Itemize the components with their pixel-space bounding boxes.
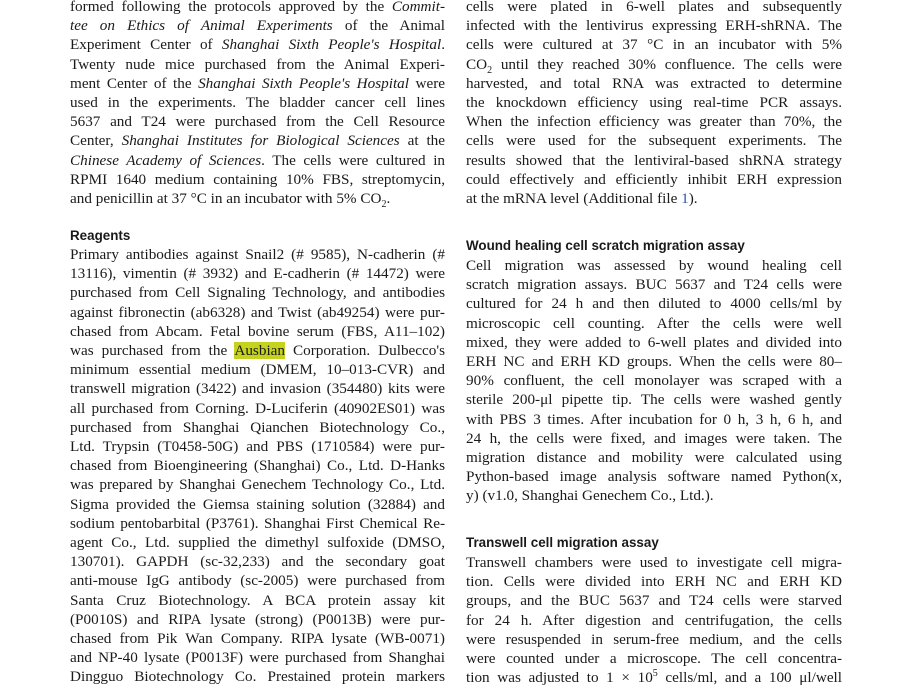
text-line: could effectively and efficiently inhibit ERH expression [466, 170, 842, 188]
text-line: When the infection efficiency was greater than 70%, the [466, 113, 842, 131]
text-line: y) (v1.0, Shanghai Genechem Co., Ltd.). [466, 487, 714, 505]
text-line: Sigma provided the Giemsa staining solution (32884) and [70, 495, 445, 513]
text-line: transwell migration (3422) and invasion (354480) kits were [70, 380, 445, 398]
wound-healing-heading: Wound healing cell scratch migration assay [466, 238, 745, 253]
text-line: chased from Abcam. Fetal bovine serum (FBS, A11–102) [70, 322, 445, 340]
text-line: scratch migration assays. BUC 5637 and T24 cells were [466, 276, 842, 294]
text-line: microscopic cell counting. After the cells were well [466, 314, 842, 332]
text-line: Primary antibodies against Snail2 (# 9585), N-cadherin (# [70, 246, 445, 263]
text-line: was prepared by Shanghai Genechem Technology Co., Ltd. [70, 476, 445, 494]
text-line: $CO_2$ until they reached 30% confluence. The cells were [466, 55, 842, 76]
text-line: purchased from Shanghai Qianchen Biotechnology Co., [70, 418, 445, 436]
text-line: 90% confluent, the cell monolayer was scraped with a [466, 372, 842, 390]
text-line: purchased from Cell Signaling Technology, and antibodies [70, 284, 445, 302]
text-line: were counted under a microscope. The cell concentra- [466, 650, 842, 668]
text-line: formed following the protocols approved by the Commit- [70, 0, 445, 15]
text-line: ment Center of the Shanghai Sixth People's Hospital were [70, 74, 445, 92]
text-line: used in the experiments. The bladder cancer cell lines [70, 94, 445, 112]
text-line: migration distance and mobility were calculated using [466, 449, 842, 467]
reagents-heading: Reagents [70, 228, 131, 243]
text-line: Cell migration was assessed by wound healing cell [466, 257, 842, 274]
text-line: Ltd. Trypsin (T0458-50G) and PBS (1710584) were pur- [70, 438, 445, 456]
knockdown-paragraph [466, 0, 842, 208]
text-line: cultured for 24 h and then diluted to 4000 cells/ml by [466, 295, 842, 313]
text-line: 13116), vimentin (# 3932) and E-cadherin (# 14472) were [70, 265, 445, 283]
highlighted-word: Ausbian [234, 342, 285, 360]
text-line: cells were plated in 6-well plates and subsequently [466, 0, 842, 15]
text-line: ERH NC and ERH KD groups. When the cells were 80– [466, 353, 842, 371]
text-line: agent Co., Ltd. supplied the dimethyl sulfoxide (DMSO, [70, 534, 445, 552]
text-line: cells were cultured at 37 °C in an incubator with 5% [466, 36, 842, 54]
text-line: Dingguo Biotechnology Co. Prestained protein markers [70, 668, 445, 686]
text-line: (P0010S) and RIPA lysate (strong) (P0013B) were pur- [70, 610, 445, 628]
text-line: results showed that the lentiviral-based shRNA strategy [466, 151, 842, 169]
text-line: groups, and the BUC 5637 and T24 cells were starved [466, 592, 842, 610]
text-line: mixed, they were added to 6-well plates and divided into [466, 333, 842, 351]
text-line: for 24 h. After digestion and centrifugation, the cells [466, 611, 842, 629]
text-line: tee on Ethics of Animal Experiments of the Animal [70, 17, 445, 35]
text-line: 5637 and T24 were purchased from the Cell Resource [70, 113, 445, 131]
intro-paragraph [70, 0, 446, 211]
transwell-heading: Transwell cell migration assay [466, 535, 659, 550]
text-line: infected with the lentivirus expressing ERH-shRNA. The [466, 17, 842, 35]
text-line: cells were used for the subsequent experiments. The [466, 132, 842, 150]
text-line: and penicillin at 37 °C in an incubator with 5% $CO_2$. [70, 190, 391, 211]
text-line: were resuspended in serum-free medium, and the cells [466, 630, 842, 648]
text-line: 24 h, the cells were fixed, and images were taken. The [466, 429, 842, 447]
text-line: RPMI 1640 medium containing 10% FBS, streptomycin, [70, 170, 445, 188]
reagents-paragraph [70, 245, 445, 687]
text-line: sodium pentobarbital (P3761). Shanghai First Chemical Re- [70, 514, 445, 532]
text-line: sterile 200-μl pipette tip. The cells were washed gently [466, 391, 842, 409]
text-line: Experiment Center of Shanghai Sixth People's Hospital. [70, 36, 446, 54]
text-line: all purchased from Corning. D-Luciferin (40902ES01) was [70, 399, 445, 417]
text-line: chased from Bioengineering (Shanghai) Co., Ltd. D-Hanks [70, 457, 445, 475]
text-line: harvested, and total RNA was extracted to determine [466, 74, 842, 92]
transwell-paragraph [466, 553, 842, 687]
text-line: Center, Shanghai Institutes for Biological Sciences at the [70, 132, 446, 150]
additional-file-link[interactable]: 1 [681, 190, 689, 208]
wound-healing-paragraph [466, 256, 842, 506]
text-line: at the mRNA level (Additional file 1). [466, 190, 698, 208]
text-line: was purchased from the Ausbian Corporation. Dulbecco's [70, 342, 445, 360]
text-line: tion was adjusted to $1 \times 10^5$ cells/ml, and a 100 μl/well [466, 668, 842, 687]
text-line: Chinese Academy of Sciences. The cells were cultured in [70, 151, 446, 169]
text-line: Twenty nude mice purchased from the Animal Experi- [70, 55, 445, 73]
text-line: with PBS 3 times. After incubation for 0 h, 3 h, 6 h, and [466, 410, 842, 428]
text-line: the knockdown efficiency using real-time PCR assays. [466, 94, 842, 112]
text-line: against fibronectin (ab6328) and Twist (ab49254) were pur- [70, 303, 445, 321]
text-line: Santa Cruz Biotechnology. A BCA protein assay kit [70, 591, 445, 609]
text-line: chased from Pik Wan Company. RIPA lysate (WB-0071) [70, 630, 445, 648]
text-line: minimum essential medium (DMEM, 10–013-CVR) and [70, 361, 445, 379]
text-line: and NP-40 lysate (P0013F) were purchased from Shanghai [70, 649, 445, 667]
text-line: Python-based image analysis software named Python(x, [466, 468, 842, 486]
text-line: 130701). GAPDH (sc-32,233) and the secondary goat [70, 553, 445, 571]
text-line: Transwell chambers were used to investigate cell migra- [466, 554, 842, 571]
text-line: tion. Cells were divided into ERH NC and ERH KD [466, 573, 842, 591]
text-line: anti-mouse IgG antibody (sc-2005) were purchased from [70, 572, 445, 590]
